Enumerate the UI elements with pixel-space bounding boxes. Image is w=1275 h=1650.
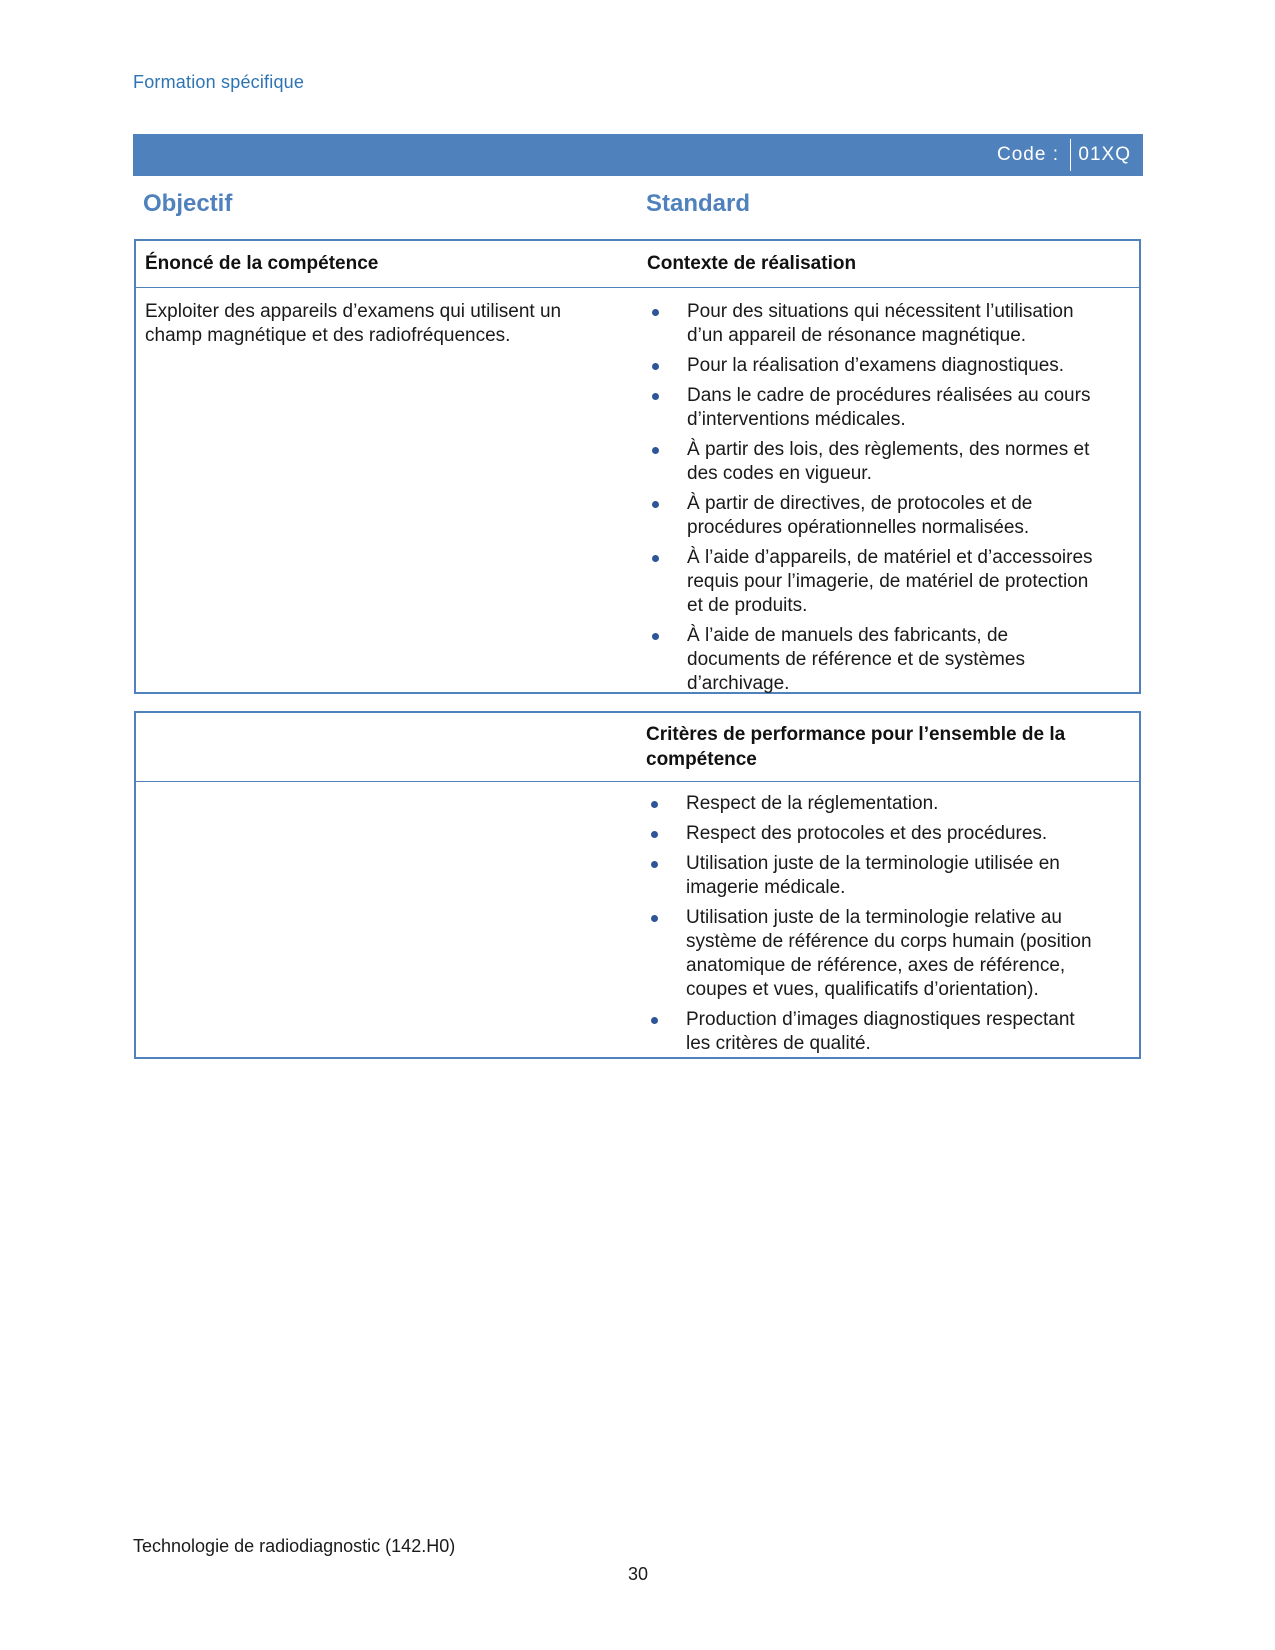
list-item-text: Utilisation juste de la terminologie relative au système de référence du corps humain (position anatomique de référence, axes de référence, coupes et vues, qualificatifs d’orientation). — [686, 907, 1092, 1000]
competence-statement: Exploiter des appareils d’examens qui utilisent un champ magnétique et des radiofréquences. — [145, 301, 562, 346]
bullet-icon — [652, 633, 659, 640]
criteria-table-header — [136, 713, 1139, 782]
enonce-header: Énoncé de la compétence — [145, 253, 379, 274]
bullet-icon — [651, 801, 658, 808]
list-item — [647, 546, 1102, 618]
list-item-text: Respect des protocoles et des procédures. — [686, 823, 1048, 844]
list-item-text: Production d’images diagnostiques respectant les critères de qualité. — [686, 1009, 1075, 1054]
code-value: 01XQ — [1078, 144, 1131, 165]
bullet-icon — [652, 309, 659, 316]
list-item-text: À l’aide de manuels des fabricants, de documents de référence et de systèmes d’archivage. — [687, 625, 1025, 694]
list-item — [647, 300, 1102, 348]
footer-program-title: Technologie de radiodiagnostic (142.H0) — [133, 1536, 456, 1556]
code-bar — [133, 134, 1143, 176]
code-separator — [1070, 139, 1071, 171]
bullet-icon — [651, 1017, 658, 1024]
list-item — [646, 792, 1101, 816]
objectif-title: Objectif — [143, 190, 233, 217]
list-item-text: Utilisation juste de la terminologie utilisée en imagerie médicale. — [686, 853, 1060, 898]
list-item — [646, 906, 1101, 1002]
list-item — [646, 822, 1101, 846]
list-item — [646, 852, 1101, 900]
bullet-icon — [651, 831, 658, 838]
criteres-header: Critères de performance pour l’ensemble de la compétence — [646, 724, 1066, 770]
list-item-text: À partir de directives, de protocoles et de procédures opérationnelles normalisées. — [687, 493, 1033, 538]
list-item-text: Respect de la réglementation. — [686, 793, 939, 814]
list-item-text: Pour des situations qui nécessitent l’utilisation d’un appareil de résonance magnétique. — [687, 301, 1074, 346]
criteria-table — [134, 711, 1141, 1059]
page-number: 30 — [628, 1564, 649, 1584]
section-label: Formation spécifique — [133, 72, 305, 92]
list-item — [647, 492, 1102, 540]
competence-table-header — [136, 241, 1139, 288]
bullet-icon — [652, 501, 659, 508]
bullet-icon — [652, 363, 659, 370]
list-item-text: À l’aide d’appareils, de matériel et d’accessoires requis pour l’imagerie, de matériel de protection et de produits. — [687, 547, 1093, 616]
context-list — [647, 300, 1102, 702]
code-label: Code : — [997, 144, 1059, 165]
contexte-header: Contexte de réalisation — [647, 253, 857, 274]
bullet-icon — [651, 861, 658, 868]
bullet-icon — [652, 393, 659, 400]
list-item-text: À partir des lois, des règlements, des normes et des codes en vigueur. — [687, 439, 1090, 484]
standard-title: Standard — [646, 190, 751, 217]
bullet-icon — [651, 915, 658, 922]
criteria-list — [646, 792, 1101, 1062]
list-item — [647, 624, 1102, 696]
list-item-text: Dans le cadre de procédures réalisées au cours d’interventions médicales. — [687, 385, 1091, 430]
bullet-icon — [652, 555, 659, 562]
list-item — [646, 1008, 1101, 1056]
list-item — [647, 354, 1102, 378]
list-item-text: Pour la réalisation d’examens diagnostiques. — [687, 355, 1065, 376]
competence-table — [134, 239, 1141, 694]
list-item — [647, 438, 1102, 486]
list-item — [647, 384, 1102, 432]
bullet-icon — [652, 447, 659, 454]
